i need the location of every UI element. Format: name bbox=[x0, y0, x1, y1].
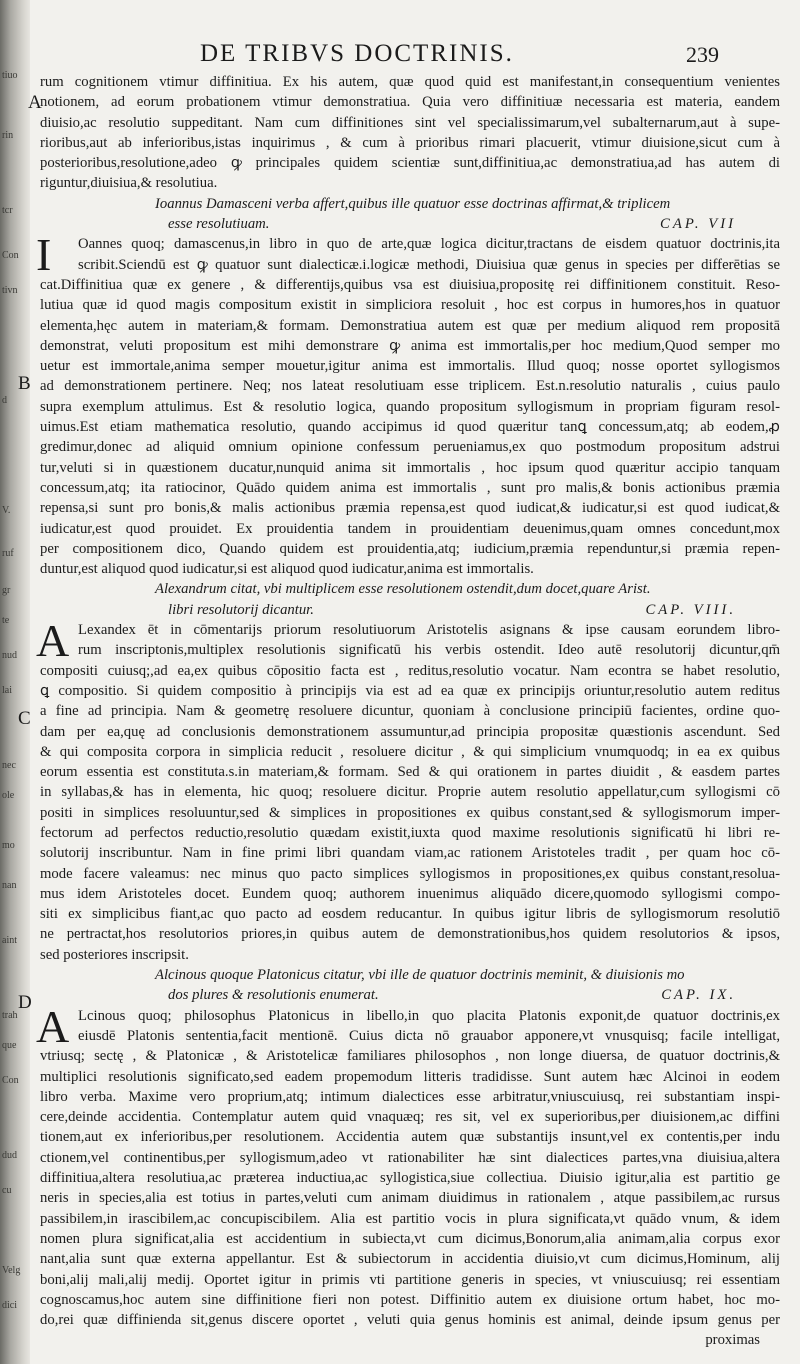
initial-letter: A bbox=[36, 615, 70, 667]
chapter-heading-line: Ioannus Damasceni verba affert,quibus ille quatuor esse doctrinas affirmat,& triplicem bbox=[155, 195, 671, 212]
text-line: iudicatur,est quod prouidet. Ex prouidentia tandem in prouidentiam deuenimus,quam omnes concedunt,mox bbox=[40, 520, 780, 537]
text-line: concessum,atq; ita ratiocinor, Quādo quidem anima est immortalis , sunt pro malis,& bonis actionibus præmia bbox=[40, 479, 780, 496]
catchword: proximas bbox=[705, 1332, 760, 1349]
text-line: per compositionem dico, Quando quidem est prouidentia,atq; iudicium,præmia rependuntur,si præmia repen- bbox=[40, 540, 780, 557]
text-line: boni,alij mali,alij medij. Oportet igitur in primis vti partitione generis in species, vt vniuscuiusq; rei essentiam bbox=[40, 1271, 780, 1288]
facing-page-fragment: V. bbox=[2, 505, 11, 516]
facing-page-edge bbox=[0, 0, 30, 1364]
chapter-heading-line: libri resolutorij dicantur. CAP. VIII. bbox=[40, 600, 780, 620]
text-line: positi in simplices resoluuntur,sed & simplices in propositiones ex quibus constant,sed & syllogismorum imper- bbox=[40, 804, 780, 821]
text-line: nomen plura significat,alia est accidentium in subiecta,vt cum dicimus,Bonorum,alia animam,alia corpus exor bbox=[40, 1230, 780, 1247]
facing-page-fragment: tiuo bbox=[2, 70, 18, 81]
facing-page-fragment: nec bbox=[2, 760, 16, 771]
text-line: scribit.Sciendū est ꝙ quatuor sunt dialecticæ.i.logicæ methodi, Diuisiua quæ genus in species per differētias se bbox=[78, 256, 780, 273]
chapter-heading-line: esse resolutiuam. CAP. VII bbox=[40, 214, 780, 234]
facing-page-fragment: gr bbox=[2, 585, 11, 596]
chapter-number: CAP. VII bbox=[660, 216, 736, 233]
text-line: do,rei quæ diffinienda sit,genus discere oportet , veluti quia genus hominis est animal, deinde ipsum genus per bbox=[40, 1312, 780, 1329]
facing-page-fragment: lai bbox=[2, 685, 12, 696]
text-line: ctionem,vel continentibus,per syllogismum,adeo vt rationabiliter hæ sint dialectices partes,vna diuisiua,altera bbox=[40, 1149, 780, 1166]
margin-letter-c: C bbox=[18, 708, 31, 729]
text-line: rum inscriptonis,multiplex resolutionis significatū his verbis ostendit. Ideo autē resolutorij dicuntur,qm̄ bbox=[78, 642, 780, 659]
initial-letter: A bbox=[36, 1000, 70, 1052]
chapter-heading-line: Alexandrum citat, vbi multiplicem esse resolutionem ostendit,dum docet,quare Arist. bbox=[155, 581, 651, 598]
text-line: mode facere valeamus: nec minus quo pacto simplices syllogismos in propositiones,ex quibus constant,resolua- bbox=[40, 865, 780, 882]
text-line: posterioribus,resolutione,adeo ꝙ principales quidem scientiæ sunt,diffinitiua,ac demonstratiua,ad has autem di bbox=[40, 155, 780, 172]
facing-page-fragment: te bbox=[2, 615, 10, 626]
facing-page-fragment: Con bbox=[2, 1075, 19, 1086]
facing-page-fragment: aint bbox=[2, 935, 17, 946]
facing-page-fragment: tivn bbox=[2, 285, 18, 296]
text-line: sed posteriores inscripsit. bbox=[40, 946, 189, 963]
text-line: Lexandex ēt in cōmentarijs priorum resolutiuorum Aristotelis asignans & ipse causam eorundem libro- bbox=[78, 622, 780, 639]
text-line: cere,deinde accidentia. Contemplatur autem quid vnaquæq; res sit, vel ex superioribus,per diuisionem,ac diffini bbox=[40, 1109, 780, 1126]
body-text bbox=[36, 72, 780, 1351]
book-page bbox=[18, 0, 800, 1364]
text-line: siti ex simplicibus fiant,ac quo pacto ad eosdem reducantur. In quibus igitur libris de syllogismorum resolutiō bbox=[40, 906, 780, 923]
facing-page-fragment: trah bbox=[2, 1010, 18, 1021]
facing-page-fragment: cu bbox=[2, 1185, 12, 1196]
text-line: Oannes quoq; damascenus,in libro in quo de arte,quæ logica dicitur,tractans de eisdem quatuor doctrinis,ita bbox=[78, 236, 780, 253]
text-line: dam per ea,quę ad conclusionis demonstrationem assumuntur,ad principia propositæ quæstionis ascendunt. Sed bbox=[40, 723, 780, 740]
facing-page-fragment: rin bbox=[2, 130, 14, 141]
facing-page-fragment: mo bbox=[2, 840, 15, 851]
text-line: tur,veluti si in quæstionem ducatur,nunquid anima sit immortalis , hoc ipsum quod quæritur accipio tanquam bbox=[40, 459, 780, 476]
text-line: rioribus,aut ab inferioribus,istas inquirimus , & cum à prioribus rimari placuerit, vtimur diuisione,sicut cum à bbox=[40, 134, 780, 151]
paragraph bbox=[36, 1000, 780, 1351]
facing-page-fragment: ruf bbox=[2, 548, 14, 559]
text-line: cognoscamus,hoc autem sine diffinitione fieri non potest. Diffinitio autem ex diuisione ortum habet, hoc mo- bbox=[40, 1291, 780, 1308]
text-line: eiusdē Platonis sententia,facit mentionē. Cuius dicta nō grauabor apponere,vt vnusquisq; facile intelligat, bbox=[78, 1027, 780, 1044]
margin-letter-b: B bbox=[18, 373, 31, 394]
facing-page-fragment: ole bbox=[2, 790, 15, 801]
paragraph bbox=[36, 615, 780, 965]
paragraph bbox=[40, 72, 780, 194]
text-line: ad demonstrationem pertinere. Neq; nos lateat resolutiuam esse triplicem. Est.n.resolutio naturalis , cuius paulo bbox=[40, 378, 780, 395]
facing-page-fragment: nud bbox=[2, 650, 17, 661]
running-title: DE TRIBVS DOCTRINIS. bbox=[200, 40, 514, 67]
facing-page-fragment: nan bbox=[2, 880, 17, 891]
text-line: solutorij inscribuntur. Nam in fine primi libri quandam viam,ac rationem Aristoteles tradit , per quam hoc cō- bbox=[40, 845, 780, 862]
chapter-number: CAP. VIII. bbox=[645, 601, 736, 618]
text-line: ꝗ compositio. Si quidem compositio à principijs via est ad ea quæ ex principijs oriuntur,resolutio autem reditus bbox=[40, 682, 780, 699]
chapter-heading-line: Alcinous quoque Platonicus citatur, vbi ille de quatuor doctrinis meminit, & diuisionis mo bbox=[155, 967, 685, 984]
text-line: supra exemplum attulimus. Est & resolutio logica, quando propositum syllogismum in propriam figuram resol- bbox=[40, 398, 780, 415]
page-number: 239 bbox=[686, 42, 719, 67]
text-line: elementa,hęc autem in materiam,& formam. Demonstratiua autem est quæ per medium aliquod rem propositā bbox=[40, 317, 780, 334]
text-line: ne pertractat,hos resolutorios priores,in quibus autem de demonstrationibus,hos quidem resolutorios & ipsos, bbox=[40, 926, 780, 943]
margin-letter-a: A bbox=[28, 92, 42, 113]
facing-page-fragment: dud bbox=[2, 1150, 17, 1161]
text-line: uetur est immortale,anima semper mouetur,igitur anima est immortalis. Illud quoq; nosse oportet syllogismos bbox=[40, 358, 780, 375]
chapter-heading-line: dos plures & resolutionis enumerat. CAP. IX. bbox=[40, 985, 780, 1005]
text-line: passibilem,in irascibilem,ac concupiscibilem. Alia est partitio vocis in plura significata,vt quādo vnum, & idem bbox=[40, 1210, 780, 1227]
facing-page-fragment: que bbox=[2, 1040, 17, 1051]
facing-page-fragment: tcr bbox=[2, 205, 13, 216]
text-line: lutiua quæ id quod magis compositum existit in simpliciora resoluit , hoc est corpus in humores,hos in quatuor bbox=[40, 297, 780, 314]
chapter-number: CAP. IX. bbox=[661, 987, 736, 1004]
text-line: libro verba. Maxime vero proprium,atq; intimum dialectices esse arbitratur,vniuscuiusq, rei substantiam inspi- bbox=[40, 1088, 780, 1105]
text-line: riguntur,diuisiua,& resolutiua. bbox=[40, 175, 218, 192]
text-line: notionem, ad eorum probationem vtimur demonstratiua. Quia vero diffinitiuæ necessaria est materia, eandem bbox=[40, 94, 780, 111]
text-line: tionem,aut ex inferioribus,per resolutionem. Accidentia autem quæ substantijs insunt,vel ex contentis,per indu bbox=[40, 1129, 780, 1146]
text-line: fectorum ad perfectos reductio,resolutio quædam existit,iuxta quod maxime resolutionis significatū hi libri re- bbox=[40, 824, 780, 841]
text-line: diuisio,ac resolutio suppeditant. Nam cum diffinitiones sint vel specialissimarum,vel subalternarum,aut à supe- bbox=[40, 114, 780, 131]
facing-page-fragment: dici bbox=[2, 1300, 17, 1311]
text-line: nant,alia sunt quæ externa appellantur. Est & subiectorum in accidentia diuisio,vt cum dicimus,Hominum, alij bbox=[40, 1251, 780, 1268]
text-line: a fine ad principia. Nam & geometrę resoluere dicuntur, quoniam à conclusione principiū facientes, ordine quo- bbox=[40, 703, 780, 720]
facing-page-fragment: d bbox=[2, 395, 7, 406]
text-line: in syllabas,& has in elementa, hic quoq; resoluere dicitur. Proprie autem resolutio appellatur,cum syllogismi cō bbox=[40, 784, 780, 801]
text-line: rum cognitionem vtimur diffinitiua. Ex his autem, quæ quod quid est manifestant,in consequentium venientes bbox=[40, 74, 780, 90]
text-line: compositi cuiusq;,ad ea,ex quibus cōpositio facta est , reditus,resolutio vocatur. Nam econtra se habet resolutio, bbox=[40, 662, 780, 679]
paragraph bbox=[36, 229, 780, 579]
text-line: diffinitiua,altera resolutiua,ac præterea inductiua,ac syllogistica,siue collectiua. Diuisio igitur,alia est partitio ge bbox=[40, 1170, 780, 1187]
initial-letter: I bbox=[36, 229, 52, 281]
text-line: duntur,est aliquod quod iudicatur,si est aliquod quod iudicatur,anima est immortalis. bbox=[40, 561, 534, 578]
text-line: gredimur,donec ad aliquid omnium opinione confessum perueniamus,ex quo postmodum propositum adstrui bbox=[40, 439, 780, 456]
text-line: eorum essentia est constituta.s.in materiam,& formam. Sed & qui orationem in partes diuidit , & easdem partes bbox=[40, 764, 780, 781]
margin-letter-d: D bbox=[18, 992, 32, 1013]
text-line: Lcinous quoq; philosophus Platonicus in libello,in quo placita Platonis exponit,de quatuor doctrinis,ex bbox=[78, 1007, 780, 1024]
text-line: multiplici resolutionis significato,sed eadem propemodum litteris tradidisse. Sunt autem hæc Alcinoi in eodem bbox=[40, 1068, 780, 1085]
text-line: mus idem Aristoteles docet. Eundem quoq; authorem inuenimus aliquādo dicere,quomodo syllogismi compo- bbox=[40, 885, 780, 902]
text-line: repensa,si sunt pro bonis,& malis actionibus præmia repensa,est quod iudicat,& iudicatur,si est quod iudicat,& bbox=[40, 500, 780, 517]
facing-page-fragment: Con bbox=[2, 250, 19, 261]
text-line: cat.Diffinitiua quæ ex genere , & differentijs,quibus vsa est diuisiua,propositę rei diffinitionem constituit. Reso- bbox=[40, 276, 780, 293]
text-line: vtriusq; sectę , & Platonicæ , & Aristotelicæ familiares philosophos , non longe diuersa, de quatuor doctrinis,& bbox=[40, 1048, 780, 1065]
text-line: neris in species,alia est totius in partes,veluti cum animam diuidimus in rationalem , atque passibilem,ac rursus bbox=[40, 1190, 780, 1207]
facing-page-fragment: Velg bbox=[2, 1265, 21, 1276]
text-line: & qui composita corpora in simplicia reducit , resoluere dicitur , & qui simplicium vnumquodq; in ea ex quibus bbox=[40, 743, 780, 760]
text-line: demonstrat, veluti propositum est mihi demonstrare ꝙ anima est immortalis,per hoc medium,Quod semper mo bbox=[40, 337, 780, 354]
text-line: uimus.Est etiam mathematica resolutio, quando accipimus id quod quæritur tanꝗ concessum,atq; ab eodem,ꝓ bbox=[40, 419, 780, 436]
